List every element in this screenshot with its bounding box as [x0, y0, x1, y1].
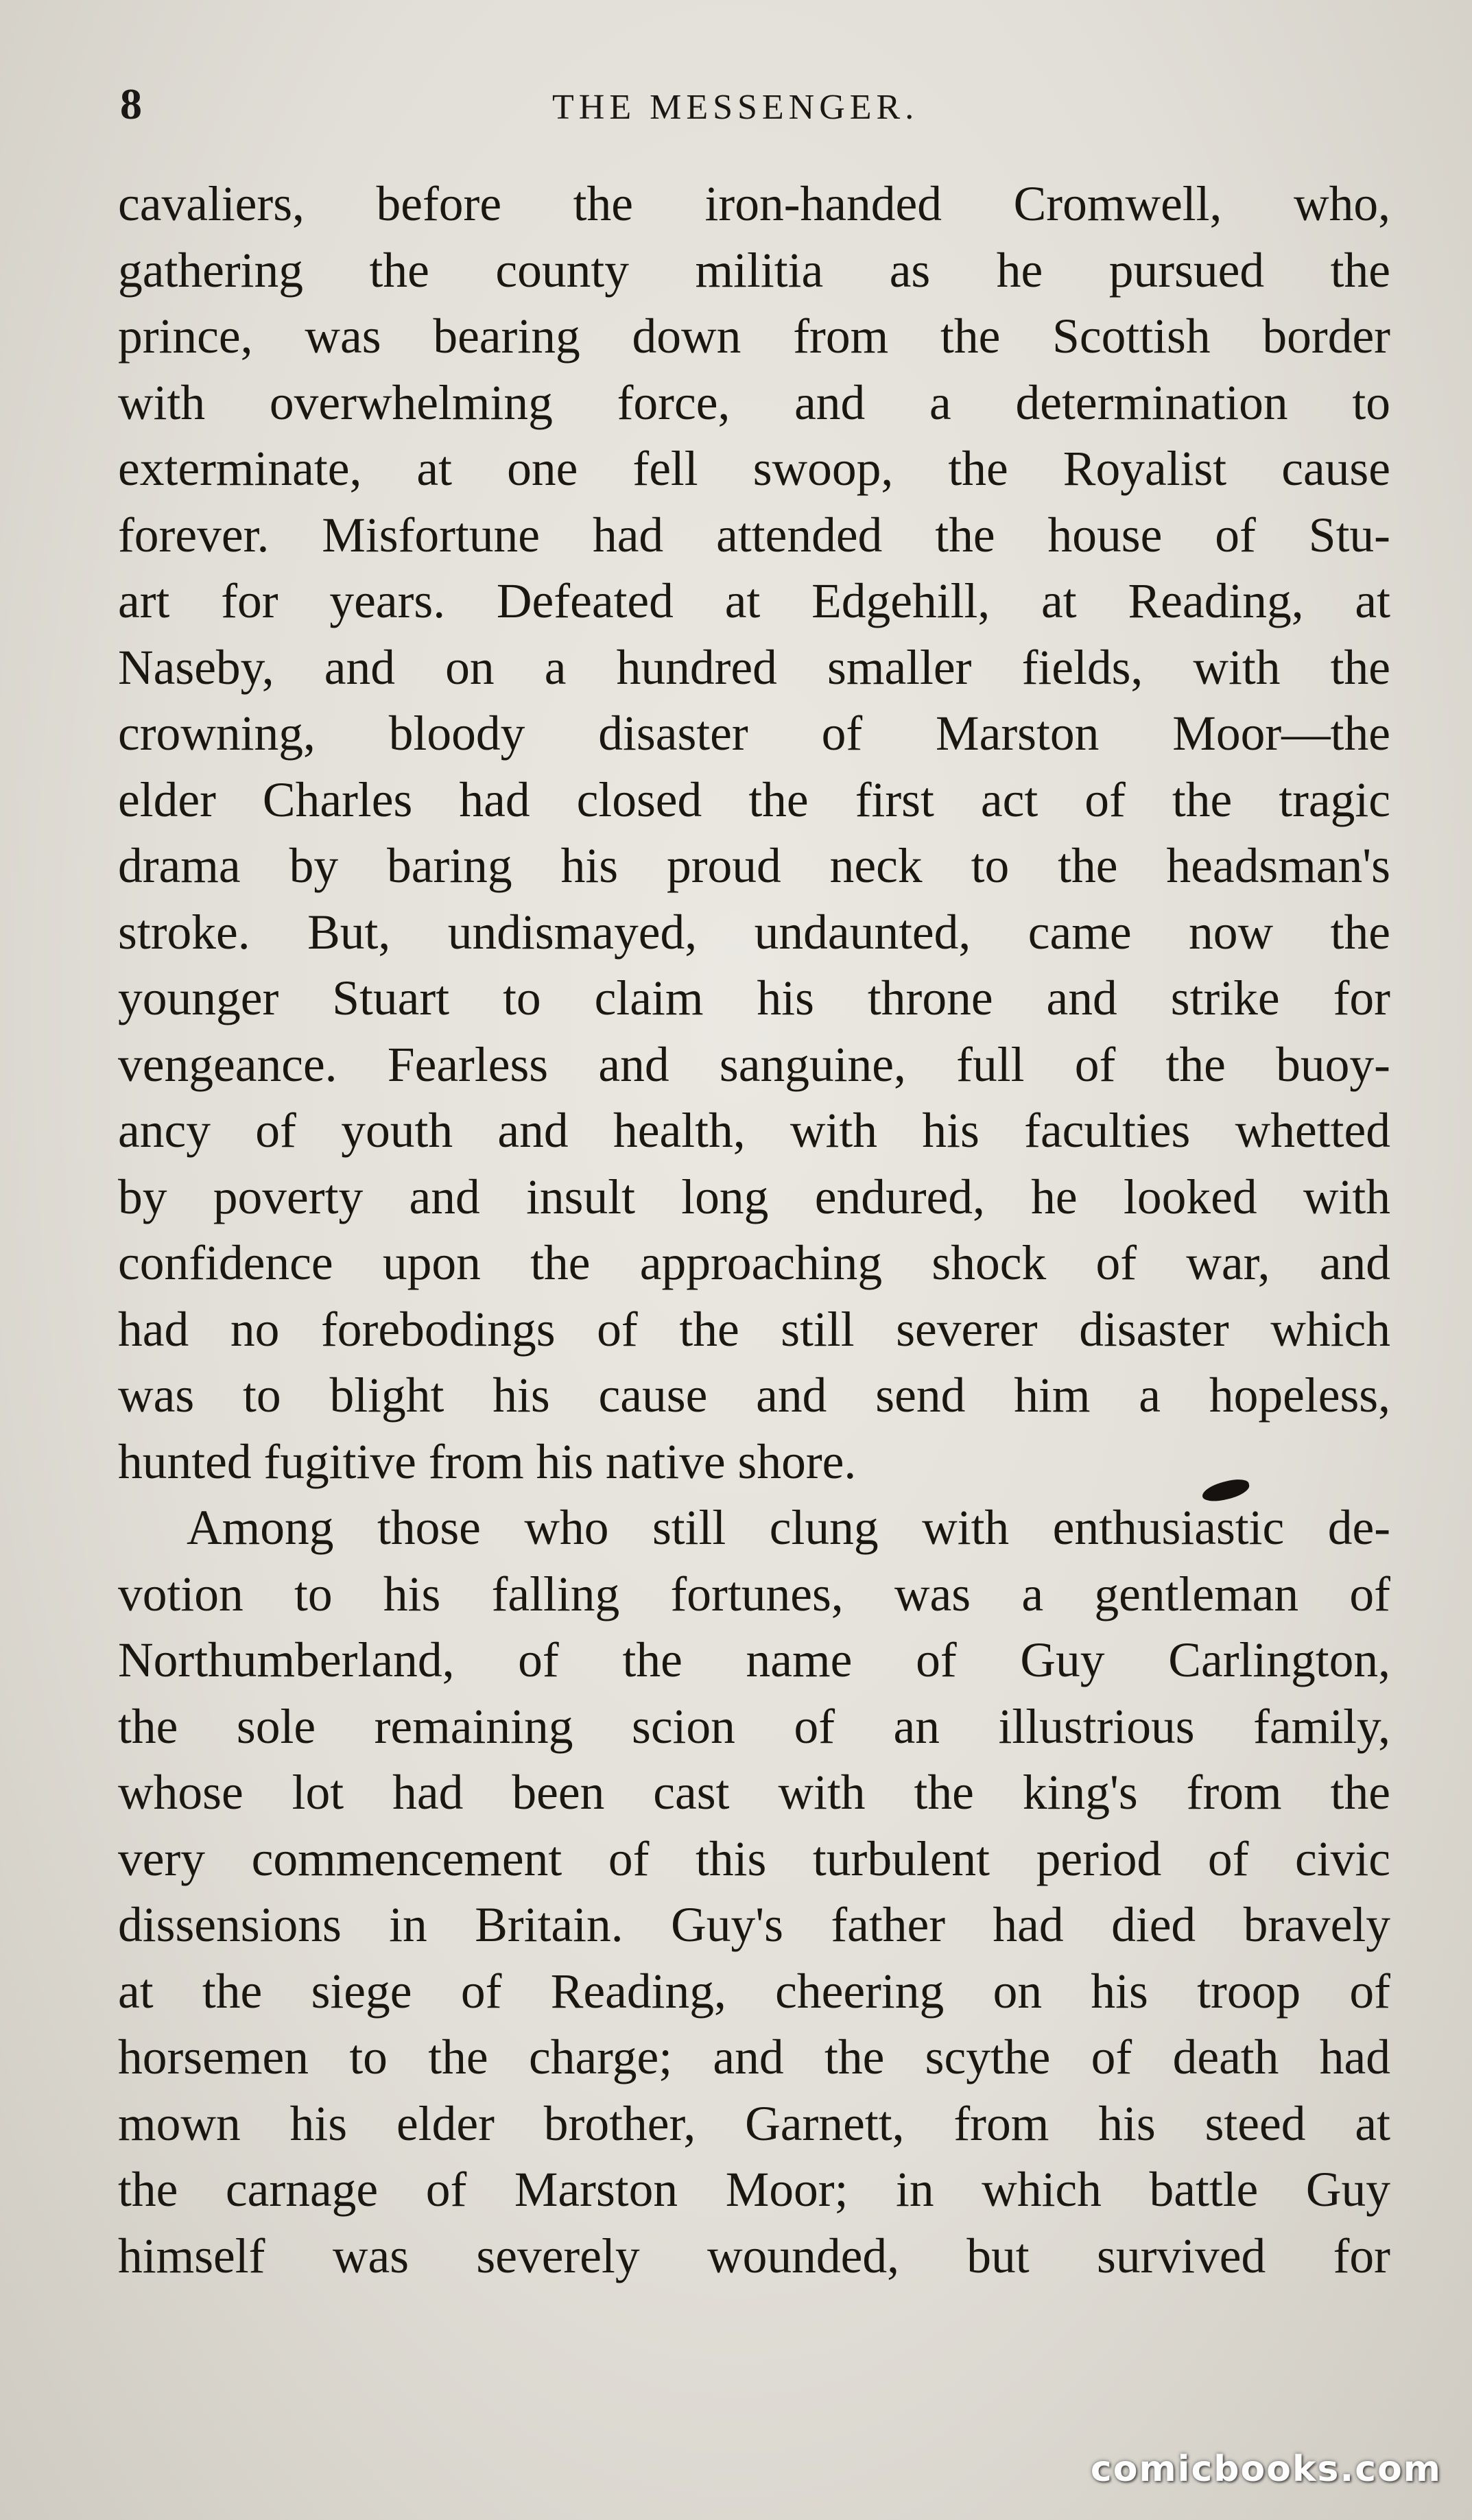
text-line: at the siege of Reading, cheering on his troop of: [118, 1964, 1390, 2019]
watermark: comicbooks.com: [1090, 2449, 1442, 2490]
text-line: gathering the county militia as he pursued the: [118, 243, 1390, 298]
text-line: forever. Misfortune had attended the house of Stu-: [118, 508, 1390, 562]
text-line: horsemen to the charge; and the scythe of death had: [118, 2030, 1390, 2084]
text-line: elder Charles had closed the first act of the tragic: [118, 772, 1390, 827]
text-line: mown his elder brother, Garnett, from his steed at: [118, 2096, 1390, 2151]
body-text: [118, 171, 1390, 2290]
text-line: dissensions in Britain. Guy's father had died bravely: [118, 1898, 1390, 1952]
text-line: very commencement of this turbulent period of civic: [118, 1831, 1390, 1886]
text-line-paragraph-start: Among those who still clung with enthusiastic de-: [187, 1501, 1390, 1555]
text-line: ancy of youth and health, with his faculties whetted: [118, 1104, 1390, 1158]
running-title: THE MESSENGER.: [552, 88, 919, 127]
text-line: vengeance. Fearless and sanguine, full of the buoy-: [118, 1037, 1390, 1092]
page-number: 8: [120, 80, 142, 128]
text-line: whose lot had been cast with the king's from the: [118, 1766, 1390, 1820]
text-line: exterminate, at one fell swoop, the Royalist cause: [118, 442, 1390, 496]
text-line: art for years. Defeated at Edgehill, at Reading, at: [118, 574, 1390, 628]
text-line: drama by baring his proud neck to the headsman's: [118, 839, 1390, 893]
text-line: cavaliers, before the iron-handed Cromwell, who,: [118, 177, 1390, 231]
text-line: had no forebodings of the still severer disaster which: [118, 1302, 1390, 1357]
text-line: by poverty and insult long endured, he looked with: [118, 1169, 1390, 1224]
text-line: stroke. But, undismayed, undaunted, came now the: [118, 905, 1390, 960]
text-line: was to blight his cause and send him a hopeless,: [118, 1368, 1390, 1423]
text-line: Naseby, and on a hundred smaller fields, with the: [118, 640, 1390, 695]
text-line: votion to his falling fortunes, was a gentleman of: [118, 1567, 1390, 1621]
text-line-paragraph-end: hunted fugitive from his native shore.: [118, 1434, 857, 1489]
text-line: prince, was bearing down from the Scottish border: [118, 309, 1390, 364]
text-line: younger Stuart to claim his throne and strike for: [118, 971, 1390, 1025]
text-line: Northumberland, of the name of Guy Carlington,: [118, 1633, 1390, 1687]
text-line: himself was severely wounded, but survived for: [118, 2228, 1390, 2283]
text-line: crowning, bloody disaster of Marston Moor—the: [118, 706, 1390, 761]
text-line: the sole remaining scion of an illustrious family,: [118, 1699, 1390, 1754]
page-header: [120, 79, 1389, 134]
text-line: with overwhelming force, and a determination to: [118, 375, 1390, 430]
text-line: confidence upon the approaching shock of war, and: [118, 1236, 1390, 1290]
text-line: the carnage of Marston Moor; in which battle Guy: [118, 2163, 1390, 2217]
